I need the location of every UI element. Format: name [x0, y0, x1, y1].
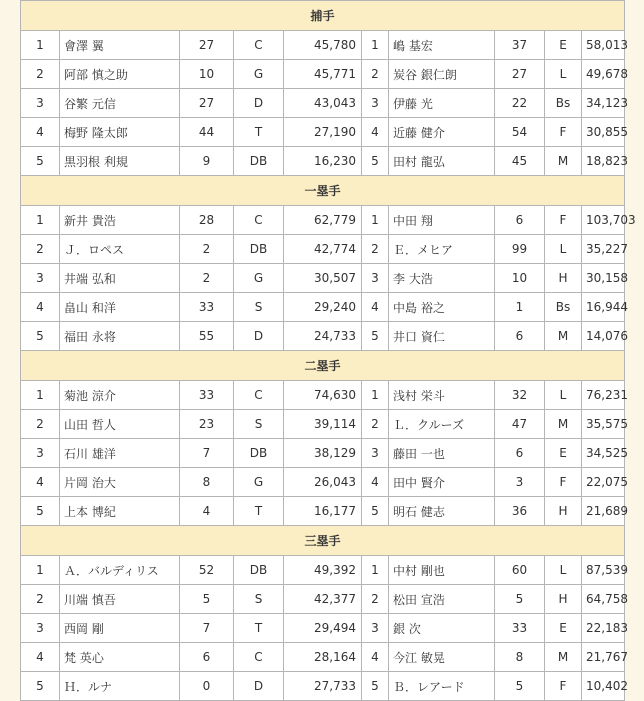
pacific-vote-count: 30,855 [582, 118, 625, 147]
pacific-vote-count: 21,689 [582, 497, 625, 526]
pacific-uniform-number: 32 [495, 381, 545, 410]
pacific-player-name: 中村 剛也 [389, 556, 495, 585]
pacific-player-name: 浅村 栄斗 [389, 381, 495, 410]
pacific-rank: 2 [362, 60, 389, 89]
pacific-vote-count: 35,575 [582, 410, 625, 439]
central-player-name: 梅野 隆太郎 [60, 118, 180, 147]
central-team-code: S [234, 585, 284, 614]
table-row [21, 89, 625, 118]
central-vote-count: 30,507 [284, 264, 362, 293]
pacific-team-code: H [545, 264, 582, 293]
pacific-team-code: M [545, 147, 582, 176]
pacific-player-name: 今江 敏晃 [389, 643, 495, 672]
central-uniform-number: 9 [180, 147, 234, 176]
central-uniform-number: 23 [180, 410, 234, 439]
central-player-name: 菊池 涼介 [60, 381, 180, 410]
table-row [21, 118, 625, 147]
pacific-player-name: Ｌ．クルーズ [389, 410, 495, 439]
pacific-vote-count: 10,402 [582, 672, 625, 701]
table-row [21, 60, 625, 89]
table-row [21, 264, 625, 293]
pacific-player-name: Ｅ．メヒア [389, 235, 495, 264]
pacific-uniform-number: 33 [495, 614, 545, 643]
central-player-name: 西岡 剛 [60, 614, 180, 643]
central-player-name: 石川 雄洋 [60, 439, 180, 468]
central-rank: 5 [21, 322, 60, 351]
central-vote-count: 45,780 [284, 31, 362, 60]
pacific-uniform-number: 99 [495, 235, 545, 264]
central-vote-count: 49,392 [284, 556, 362, 585]
table-row [21, 322, 625, 351]
central-team-code: D [234, 322, 284, 351]
central-uniform-number: 7 [180, 614, 234, 643]
pacific-uniform-number: 6 [495, 439, 545, 468]
pacific-rank: 1 [362, 556, 389, 585]
central-uniform-number: 2 [180, 235, 234, 264]
central-uniform-number: 52 [180, 556, 234, 585]
section-title: 三塁手 [21, 526, 625, 556]
central-player-name: 片岡 治大 [60, 468, 180, 497]
table-row [21, 235, 625, 264]
pacific-uniform-number: 45 [495, 147, 545, 176]
table-row [21, 497, 625, 526]
table-row [21, 31, 625, 60]
central-uniform-number: 44 [180, 118, 234, 147]
central-rank: 3 [21, 439, 60, 468]
table-row [21, 381, 625, 410]
pacific-team-code: L [545, 235, 582, 264]
central-uniform-number: 28 [180, 206, 234, 235]
pacific-vote-count: 34,123 [582, 89, 625, 118]
pacific-rank: 1 [362, 381, 389, 410]
pacific-player-name: 炭谷 銀仁朗 [389, 60, 495, 89]
central-team-code: T [234, 497, 284, 526]
pacific-rank: 3 [362, 264, 389, 293]
central-vote-count: 74,630 [284, 381, 362, 410]
central-uniform-number: 33 [180, 293, 234, 322]
central-team-code: C [234, 381, 284, 410]
central-vote-count: 27,733 [284, 672, 362, 701]
pacific-rank: 2 [362, 235, 389, 264]
central-rank: 4 [21, 468, 60, 497]
pacific-team-code: F [545, 672, 582, 701]
section-header [21, 351, 625, 381]
central-uniform-number: 55 [180, 322, 234, 351]
section-title: 二塁手 [21, 351, 625, 381]
pacific-team-code: L [545, 556, 582, 585]
pacific-rank: 5 [362, 497, 389, 526]
pacific-team-code: M [545, 643, 582, 672]
pacific-uniform-number: 6 [495, 322, 545, 351]
central-player-name: Ｈ．ルナ [60, 672, 180, 701]
central-team-code: T [234, 614, 284, 643]
pacific-team-code: H [545, 585, 582, 614]
section-header [21, 176, 625, 206]
table-row [21, 585, 625, 614]
pacific-team-code: E [545, 614, 582, 643]
central-vote-count: 27,190 [284, 118, 362, 147]
pacific-team-code: M [545, 410, 582, 439]
pacific-rank: 5 [362, 322, 389, 351]
central-team-code: DB [234, 556, 284, 585]
pacific-rank: 3 [362, 89, 389, 118]
central-player-name: 黒羽根 利規 [60, 147, 180, 176]
pacific-team-code: M [545, 322, 582, 351]
central-rank: 2 [21, 60, 60, 89]
central-rank: 1 [21, 556, 60, 585]
central-player-name: 梵 英心 [60, 643, 180, 672]
table-row [21, 293, 625, 322]
pacific-uniform-number: 1 [495, 293, 545, 322]
central-player-name: 新井 貴浩 [60, 206, 180, 235]
central-uniform-number: 10 [180, 60, 234, 89]
pacific-vote-count: 87,539 [582, 556, 625, 585]
table-row [21, 672, 625, 701]
pacific-player-name: 松田 宣浩 [389, 585, 495, 614]
central-rank: 4 [21, 643, 60, 672]
pacific-rank: 1 [362, 206, 389, 235]
section-title: 一塁手 [21, 176, 625, 206]
pacific-vote-count: 30,158 [582, 264, 625, 293]
pacific-rank: 3 [362, 439, 389, 468]
table-row [21, 410, 625, 439]
pacific-rank: 4 [362, 118, 389, 147]
pacific-uniform-number: 8 [495, 643, 545, 672]
pacific-uniform-number: 54 [495, 118, 545, 147]
pacific-player-name: 近藤 健介 [389, 118, 495, 147]
central-team-code: C [234, 206, 284, 235]
pacific-uniform-number: 22 [495, 89, 545, 118]
central-uniform-number: 7 [180, 439, 234, 468]
central-uniform-number: 2 [180, 264, 234, 293]
pacific-uniform-number: 60 [495, 556, 545, 585]
central-uniform-number: 0 [180, 672, 234, 701]
central-vote-count: 43,043 [284, 89, 362, 118]
central-rank: 2 [21, 235, 60, 264]
central-rank: 5 [21, 497, 60, 526]
central-uniform-number: 27 [180, 31, 234, 60]
central-player-name: 阿部 慎之助 [60, 60, 180, 89]
central-rank: 3 [21, 614, 60, 643]
central-team-code: S [234, 410, 284, 439]
pacific-uniform-number: 6 [495, 206, 545, 235]
pacific-player-name: 明石 健志 [389, 497, 495, 526]
vote-results-container [20, 0, 636, 701]
central-rank: 5 [21, 672, 60, 701]
central-vote-count: 29,240 [284, 293, 362, 322]
pacific-player-name: 藤田 一也 [389, 439, 495, 468]
central-player-name: 畠山 和洋 [60, 293, 180, 322]
central-uniform-number: 6 [180, 643, 234, 672]
central-rank: 1 [21, 206, 60, 235]
pacific-uniform-number: 27 [495, 60, 545, 89]
central-team-code: D [234, 672, 284, 701]
pacific-player-name: 中島 裕之 [389, 293, 495, 322]
central-uniform-number: 4 [180, 497, 234, 526]
central-rank: 4 [21, 118, 60, 147]
table-row [21, 614, 625, 643]
central-player-name: Ａ．バルディリス [60, 556, 180, 585]
pacific-uniform-number: 5 [495, 585, 545, 614]
central-team-code: T [234, 118, 284, 147]
pacific-rank: 4 [362, 468, 389, 497]
section-title: 捕手 [21, 1, 625, 31]
central-rank: 2 [21, 410, 60, 439]
pacific-team-code: E [545, 31, 582, 60]
pacific-team-code: F [545, 118, 582, 147]
pacific-vote-count: 35,227 [582, 235, 625, 264]
pacific-rank: 2 [362, 410, 389, 439]
pacific-rank: 4 [362, 293, 389, 322]
central-vote-count: 16,177 [284, 497, 362, 526]
pacific-uniform-number: 3 [495, 468, 545, 497]
central-rank: 1 [21, 381, 60, 410]
central-rank: 2 [21, 585, 60, 614]
central-player-name: 谷繁 元信 [60, 89, 180, 118]
central-team-code: C [234, 643, 284, 672]
table-row [21, 556, 625, 585]
pacific-team-code: Bs [545, 89, 582, 118]
central-uniform-number: 27 [180, 89, 234, 118]
pacific-player-name: Ｂ．レアード [389, 672, 495, 701]
pacific-player-name: 井口 資仁 [389, 322, 495, 351]
central-team-code: G [234, 264, 284, 293]
central-rank: 1 [21, 31, 60, 60]
pacific-vote-count: 58,013 [582, 31, 625, 60]
central-vote-count: 24,733 [284, 322, 362, 351]
pacific-uniform-number: 36 [495, 497, 545, 526]
central-rank: 4 [21, 293, 60, 322]
central-vote-count: 26,043 [284, 468, 362, 497]
pacific-rank: 3 [362, 614, 389, 643]
pacific-vote-count: 16,944 [582, 293, 625, 322]
pacific-player-name: 李 大浩 [389, 264, 495, 293]
central-player-name: 福田 永将 [60, 322, 180, 351]
central-player-name: 山田 哲人 [60, 410, 180, 439]
pacific-vote-count: 21,767 [582, 643, 625, 672]
pacific-player-name: 中田 翔 [389, 206, 495, 235]
pacific-team-code: E [545, 439, 582, 468]
pacific-uniform-number: 47 [495, 410, 545, 439]
central-vote-count: 16,230 [284, 147, 362, 176]
pacific-player-name: 銀 次 [389, 614, 495, 643]
pacific-uniform-number: 5 [495, 672, 545, 701]
central-rank: 3 [21, 89, 60, 118]
pacific-player-name: 田村 龍弘 [389, 147, 495, 176]
central-player-name: 會澤 翼 [60, 31, 180, 60]
pacific-uniform-number: 37 [495, 31, 545, 60]
central-player-name: 川端 慎吾 [60, 585, 180, 614]
table-row [21, 468, 625, 497]
pacific-rank: 5 [362, 672, 389, 701]
pacific-team-code: L [545, 381, 582, 410]
central-team-code: DB [234, 147, 284, 176]
central-uniform-number: 5 [180, 585, 234, 614]
vote-results-table [20, 0, 636, 701]
central-rank: 5 [21, 147, 60, 176]
pacific-vote-count: 14,076 [582, 322, 625, 351]
central-team-code: S [234, 293, 284, 322]
central-team-code: DB [234, 439, 284, 468]
central-uniform-number: 33 [180, 381, 234, 410]
pacific-rank: 2 [362, 585, 389, 614]
pacific-team-code: L [545, 60, 582, 89]
pacific-team-code: F [545, 206, 582, 235]
pacific-vote-count: 18,823 [582, 147, 625, 176]
central-vote-count: 29,494 [284, 614, 362, 643]
central-player-name: 井端 弘和 [60, 264, 180, 293]
central-uniform-number: 8 [180, 468, 234, 497]
table-row [21, 439, 625, 468]
pacific-vote-count: 49,678 [582, 60, 625, 89]
pacific-vote-count: 34,525 [582, 439, 625, 468]
pacific-rank: 1 [362, 31, 389, 60]
central-vote-count: 45,771 [284, 60, 362, 89]
central-player-name: Ｊ．ロペス [60, 235, 180, 264]
table-row [21, 147, 625, 176]
pacific-rank: 4 [362, 643, 389, 672]
pacific-vote-count: 103,703 [582, 206, 625, 235]
central-vote-count: 39,114 [284, 410, 362, 439]
central-team-code: C [234, 31, 284, 60]
pacific-rank: 5 [362, 147, 389, 176]
pacific-vote-count: 22,183 [582, 614, 625, 643]
pacific-team-code: Bs [545, 293, 582, 322]
pacific-player-name: 田中 賢介 [389, 468, 495, 497]
central-rank: 3 [21, 264, 60, 293]
pacific-team-code: H [545, 497, 582, 526]
table-row [21, 206, 625, 235]
pacific-player-name: 嶋 基宏 [389, 31, 495, 60]
pacific-vote-count: 64,758 [582, 585, 625, 614]
central-vote-count: 28,164 [284, 643, 362, 672]
pacific-vote-count: 76,231 [582, 381, 625, 410]
pacific-team-code: F [545, 468, 582, 497]
central-player-name: 上本 博紀 [60, 497, 180, 526]
pacific-vote-count: 22,075 [582, 468, 625, 497]
table-row [21, 643, 625, 672]
central-vote-count: 42,377 [284, 585, 362, 614]
central-team-code: G [234, 60, 284, 89]
pacific-uniform-number: 10 [495, 264, 545, 293]
central-vote-count: 62,779 [284, 206, 362, 235]
central-vote-count: 38,129 [284, 439, 362, 468]
section-header [21, 1, 625, 31]
central-vote-count: 42,774 [284, 235, 362, 264]
section-header [21, 526, 625, 556]
central-team-code: G [234, 468, 284, 497]
central-team-code: D [234, 89, 284, 118]
central-team-code: DB [234, 235, 284, 264]
pacific-player-name: 伊藤 光 [389, 89, 495, 118]
